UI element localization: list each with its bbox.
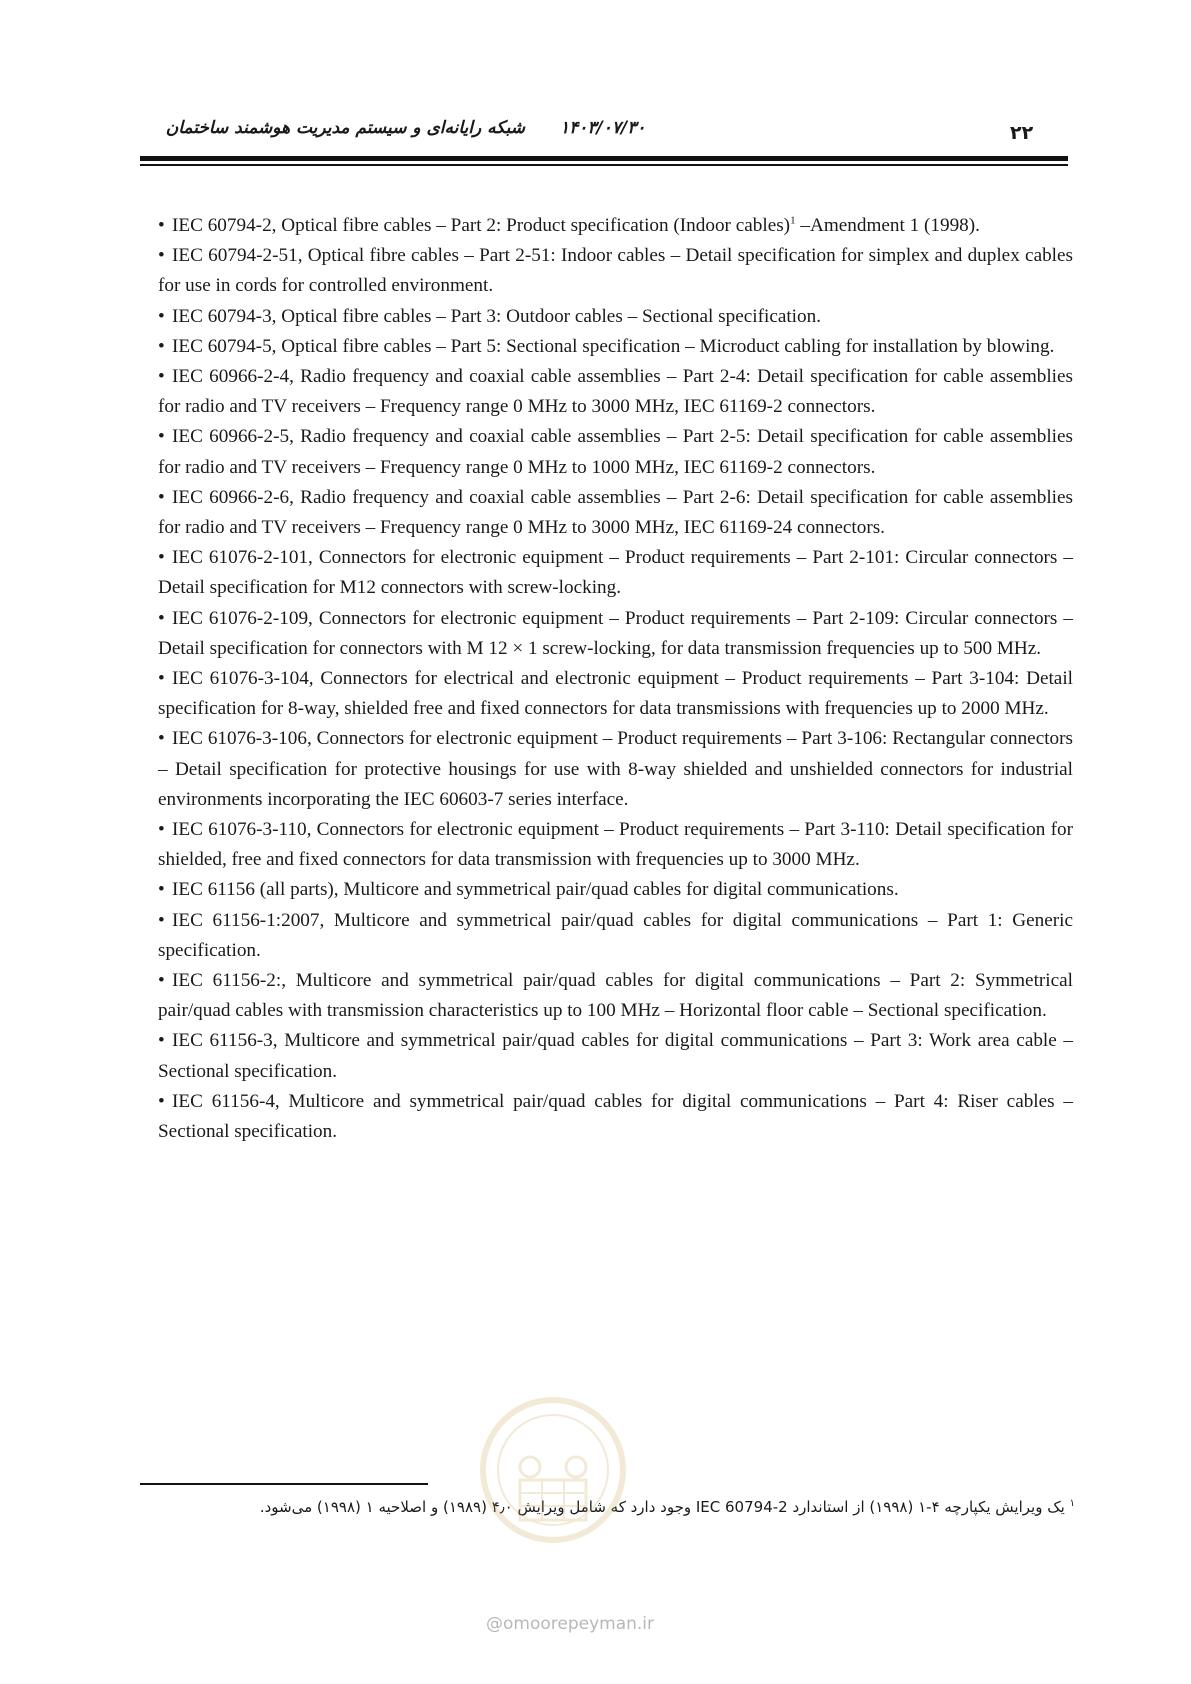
bullet-icon: • bbox=[158, 335, 165, 357]
reference-item bbox=[158, 302, 1073, 332]
bullet-icon: • bbox=[158, 366, 165, 388]
bullet-icon: • bbox=[158, 879, 165, 901]
reference-item bbox=[158, 724, 1073, 815]
reference-item bbox=[158, 362, 1073, 422]
reference-text-continued: –Amendment 1 (1998). bbox=[795, 215, 980, 236]
header-rule-thick bbox=[140, 156, 1068, 161]
reference-text: IEC 61076-3-104, Connectors for electrical and electronic equipment – Product requirements – Part 3-104: Detail specification for 8-way, shielded free and fixed connectors for data transmissions with frequencies up to 2000 MHz. bbox=[158, 668, 1073, 720]
reference-text: IEC 61156-3, Multicore and symmetrical pair/quad cables for digital communications – Part 3: Work area cable – Sectional specification. bbox=[158, 1030, 1073, 1082]
bullet-icon: • bbox=[158, 215, 165, 236]
reference-item bbox=[158, 906, 1073, 966]
reference-item bbox=[158, 483, 1073, 543]
reference-text: IEC 60966-2-4, Radio frequency and coaxial cable assemblies – Part 2-4: Detail specification for cable assemblies for radio and TV receivers – Frequency range 0 MHz to 3000 MHz, IEC 61169-2 connectors. bbox=[158, 366, 1073, 418]
reference-text: IEC 60794-5, Optical fibre cables – Part 5: Sectional specification – Microduct cabling for installation by blowing. bbox=[172, 335, 1055, 357]
reference-text: IEC 60794-2, Optical fibre cables – Part 2: Product specification (Indoor cables) bbox=[172, 215, 791, 236]
reference-text: IEC 61156 (all parts), Multicore and symmetrical pair/quad cables for digital communications. bbox=[172, 879, 899, 901]
reference-item bbox=[158, 422, 1073, 482]
reference-item bbox=[158, 875, 1073, 905]
reference-item bbox=[158, 211, 1073, 241]
footnote-text: یک ویرایش یکپارچه ۴-۱ (۱۹۹۸) از استاندارد IEC 60794-2 وجود دارد که شامل ویرایش ۴٫۰ (۱۹۸۹) و اصلاحیه ۱ (۱۹۹۸) می‌شود. bbox=[259, 1498, 1065, 1516]
bullet-icon: • bbox=[158, 1030, 165, 1052]
header-date: ۱۴۰۳/۰۷/۳۰ bbox=[560, 118, 646, 138]
reference-text: IEC 60794-2-51, Optical fibre cables – Part 2-51: Indoor cables – Detail specification for simplex and duplex cables for use in cords for controlled environment. bbox=[158, 245, 1073, 297]
footnote-mark: ۱ bbox=[1069, 1498, 1075, 1509]
page-number: ۲۲ bbox=[1010, 122, 1034, 144]
reference-item bbox=[158, 241, 1073, 301]
bullet-icon: • bbox=[158, 607, 165, 629]
reference-item bbox=[158, 604, 1073, 664]
header-title: شبکه رایانه‌ای و سیستم مدیریت هوشمند ساختمان bbox=[165, 118, 525, 138]
reference-text: IEC 61076-2-109, Connectors for electronic equipment – Product requirements – Part 2-109: Circular connectors – Detail specification for connectors with M 12 × 1 screw-locking, for data transmission frequencies up to 500 MHz. bbox=[158, 607, 1073, 659]
header-rule-thin bbox=[140, 164, 1068, 166]
bullet-icon: • bbox=[158, 668, 165, 690]
reference-item bbox=[158, 815, 1073, 875]
reference-text: IEC 61156-4, Multicore and symmetrical pair/quad cables for digital communications – Part 4: Riser cables – Sectional specification. bbox=[158, 1090, 1073, 1143]
page-header bbox=[140, 112, 1068, 152]
reference-text: IEC 60966-2-6, Radio frequency and coaxial cable assemblies – Part 2-6: Detail specification for cable assemblies for radio and TV receivers – Frequency range 0 MHz to 3000 MHz, IEC 61169-24 connectors. bbox=[158, 486, 1073, 539]
watermark-logo bbox=[478, 1395, 628, 1545]
bullet-icon: • bbox=[158, 728, 165, 750]
reference-text: IEC 61076-3-110, Connectors for electronic equipment – Product requirements – Part 3-110: Detail specification for shielded, free and fixed connectors for data transmission with frequencies up to 3000 MHz. bbox=[158, 819, 1073, 871]
footnote-rule bbox=[140, 1483, 428, 1485]
reference-text: IEC 61156-2:, Multicore and symmetrical pair/quad cables for digital communications – Part 2: Symmetrical pair/quad cables with transmission characteristics up to 100 MHz – Horizontal floor cable – Sectional specification. bbox=[158, 970, 1073, 1022]
bullet-icon: • bbox=[158, 970, 165, 992]
reference-list bbox=[158, 211, 1073, 1147]
reference-item bbox=[158, 664, 1073, 724]
bullet-icon: • bbox=[158, 426, 165, 448]
reference-text: IEC 61156-1:2007, Multicore and symmetrical pair/quad cables for digital communications – Part 1: Generic specification. bbox=[158, 909, 1073, 961]
bullet-icon: • bbox=[158, 909, 165, 931]
bullet-icon: • bbox=[158, 305, 165, 327]
bullet-icon: • bbox=[158, 547, 165, 569]
reference-item bbox=[158, 332, 1073, 362]
watermark-url: @omoorepeyman.ir bbox=[486, 1614, 655, 1634]
reference-item bbox=[158, 1026, 1073, 1086]
footnote-ref-mark: 1 bbox=[790, 214, 796, 227]
reference-text: IEC 61076-2-101, Connectors for electronic equipment – Product requirements – Part 2-101: Circular connectors – Detail specification for M12 connectors with screw-locking. bbox=[158, 547, 1073, 599]
reference-item bbox=[158, 966, 1073, 1026]
bullet-icon: • bbox=[158, 245, 165, 267]
reference-text: IEC 61076-3-106, Connectors for electronic equipment – Product requirements – Part 3-106: Rectangular connectors – Detail specification for protective housings for use with 8-way shielded and unshielded connectors for industrial environments incorporating the IEC 60603-7 series interface. bbox=[158, 728, 1073, 810]
bullet-icon: • bbox=[158, 819, 165, 841]
reference-item bbox=[158, 1087, 1073, 1147]
reference-text: IEC 60966-2-5, Radio frequency and coaxial cable assemblies – Part 2-5: Detail specification for cable assemblies for radio and TV receivers – Frequency range 0 MHz to 1000 MHz, IEC 61169-2 connectors. bbox=[158, 426, 1073, 478]
reference-item bbox=[158, 543, 1073, 603]
bullet-icon: • bbox=[158, 1090, 165, 1112]
bullet-icon: • bbox=[158, 486, 165, 508]
reference-text: IEC 60794-3, Optical fibre cables – Part 3: Outdoor cables – Sectional specification. bbox=[172, 305, 821, 327]
